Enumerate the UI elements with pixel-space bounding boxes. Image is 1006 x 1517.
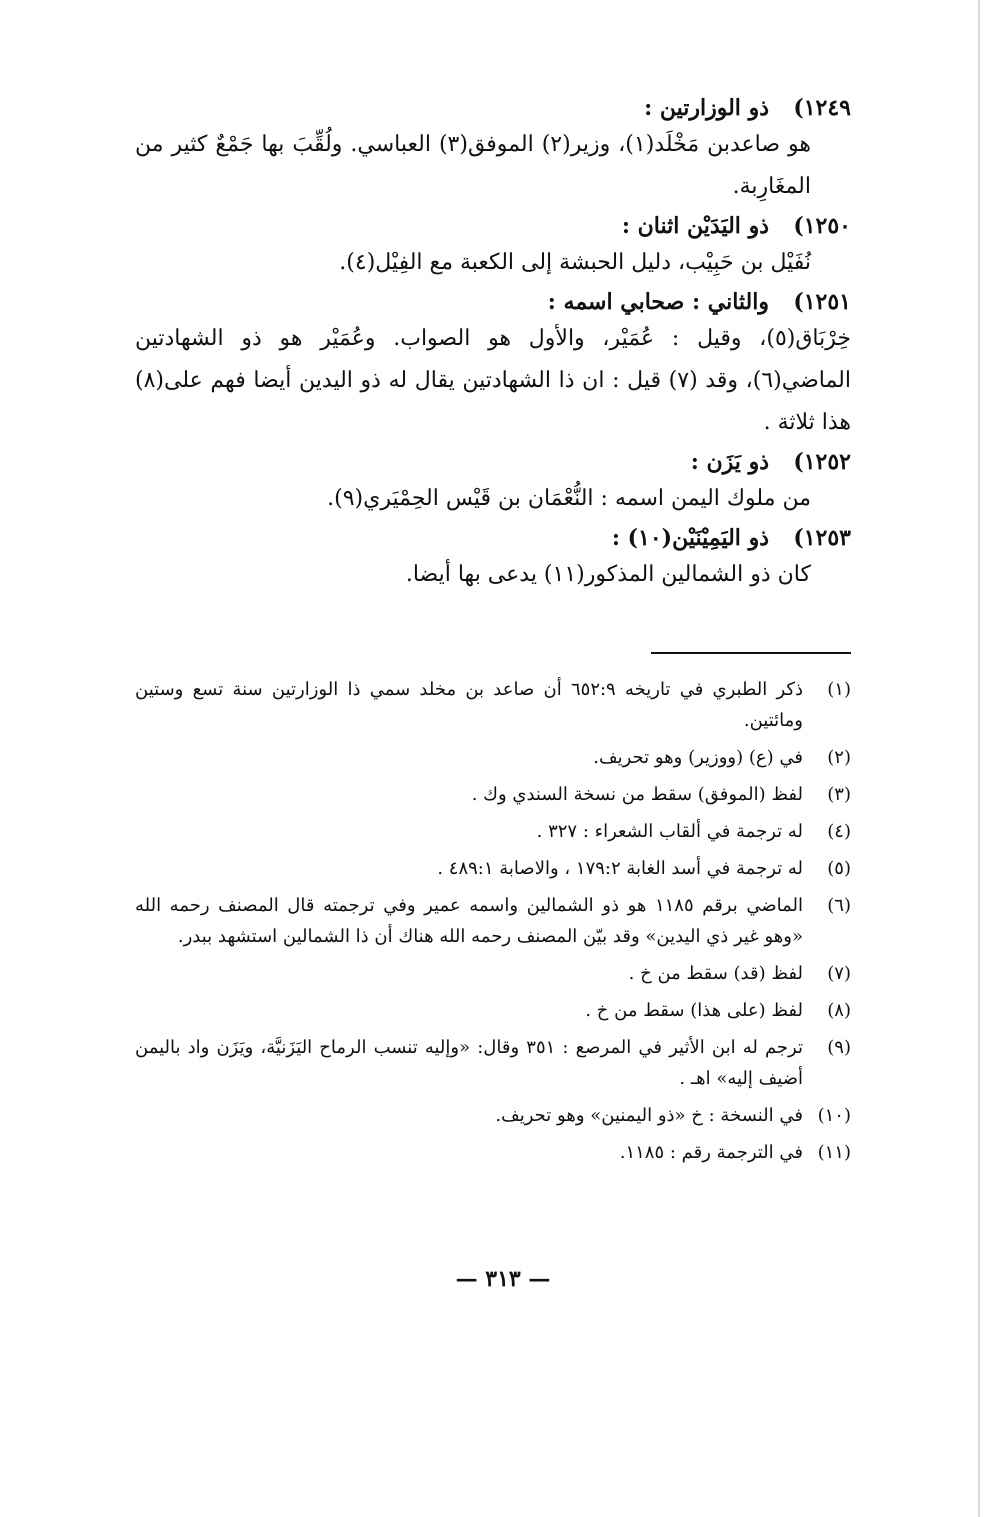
footnote-text: في الترجمة رقم : ١١٨٥. [619, 1142, 803, 1163]
footnote-number: (٣) [827, 784, 851, 805]
footnote [135, 958, 851, 989]
entry-number: ١٢٥٣) [793, 525, 851, 551]
footnote-text: ترجم له ابن الأثير في المرصع : ٣٥١ وقال: «وإليه تنسب الرماح اليَزَنيَّة، ويَزَن واد باليمن أضيف إليه» اهـ . [135, 1037, 803, 1089]
entry-title: ذو يَزَن : [690, 449, 769, 475]
entry-title: ذو اليَمِيْنَيْن(١٠) : [611, 525, 769, 551]
entry [135, 522, 851, 596]
footnote-text: لفظ (الموفق) سقط من نسخة السندي وك . [471, 784, 803, 805]
footnote-number: (١١) [817, 1142, 851, 1163]
footnote [135, 1032, 851, 1094]
footnote-text: الماضي برقم ١١٨٥ هو ذو الشمالين واسمه عمير وفي ترجمته قال المصنف رحمه الله «وهو غير ذي اليدين» وقد بيّن المصنف رحمه الله هناك أن ذا الشمالين استشهد ببدر. [135, 895, 803, 947]
entry-heading [135, 522, 851, 554]
footnote-number: (١) [827, 679, 851, 700]
footnote-text: في (ع) (ووزير) وهو تحريف. [593, 747, 803, 768]
entry-heading [135, 92, 851, 124]
footnotes-section [135, 674, 851, 1174]
footnote-number: (١٠) [817, 1105, 851, 1126]
entry-number: ١٢٤٩) [793, 95, 851, 121]
footnote [135, 890, 851, 952]
entry-text: نُفَيْل بن حَبِيْب، دليل الحبشة إلى الكعبة مع الفِيْل(٤). [339, 250, 811, 275]
footnote-text: له ترجمة في أسد الغابة ١٧٩:٢ ، والاصابة ٤٨٩:١ . [437, 858, 803, 879]
footnote [135, 995, 851, 1026]
entry-text: كان ذو الشمالين المذكور(١١) يدعى بها أيضا. [405, 562, 811, 587]
entry-number: ١٢٥٠) [793, 213, 851, 239]
footnote-number: (٧) [827, 963, 851, 984]
entry-title: ذو اليَدَيْن اثنان : [621, 213, 769, 239]
footnote-text: في النسخة : خ «ذو اليمنين» وهو تحريف. [495, 1105, 803, 1126]
entry-number: ١٢٥٢) [793, 449, 851, 475]
entry [135, 446, 851, 520]
footnote [135, 674, 851, 736]
footnote-text: له ترجمة في ألقاب الشعراء : ٣٢٧ . [536, 821, 803, 842]
entry [135, 210, 851, 284]
entry-text: خِرْبَاق(٥)، وقيل : عُمَيْر، والأول هو الصواب. وعُمَيْر هو ذو الشهادتين الماضي(٦)، وقد (٧) قيل : ان ذا الشهادتين يقال له ذو اليدين أيضا فهم على(٨) هذا ثلاثة . [135, 326, 851, 435]
entry [135, 92, 851, 208]
footnote-number: (٨) [827, 1000, 851, 1021]
footnote [135, 1100, 851, 1131]
footnote [135, 1137, 851, 1168]
footnote [135, 816, 851, 847]
entry-title: ذو الوزارتين : [644, 95, 769, 121]
entry [135, 286, 851, 444]
entry-heading [135, 286, 851, 318]
footnote-text: لفظ (على هذا) سقط من خ . [585, 1000, 803, 1021]
entry-heading [135, 446, 851, 478]
footnote-text: ذكر الطبري في تاريخه ٦٥٢:٩ أن صاعد بن مخلد سمي ذا الوزارتين سنة تسع وستين ومائتين. [135, 679, 804, 731]
footnote-separator [651, 652, 851, 654]
entry-text: هو صاعدبن مَخْلَد(١)، وزير(٢) الموفق(٣) العباسي. ولُقِّبَ بها جَمْعٌ كثير من المغَارِبة. [135, 132, 811, 199]
entries-section [135, 92, 851, 598]
entry-text: من ملوك اليمن اسمه : النُّعْمَان بن قَيْس الحِمْيَري(٩). [327, 486, 811, 511]
footnote [135, 853, 851, 884]
footnote-text: لفظ (قد) سقط من خ . [628, 963, 803, 984]
footnote-number: (٦) [827, 895, 851, 916]
footnote-number: (٢) [827, 747, 851, 768]
footnote-number: (٩) [827, 1037, 851, 1058]
entry-number: ١٢٥١) [793, 289, 851, 315]
footnote [135, 779, 851, 810]
footnote-number: (٥) [827, 858, 851, 879]
footnote [135, 742, 851, 773]
entry-title: والثاني : صحابي اسمه : [547, 289, 769, 315]
entry-heading [135, 210, 851, 242]
footnote-number: (٤) [827, 821, 851, 842]
page-number: — ٣١٣ — [455, 1266, 551, 1292]
